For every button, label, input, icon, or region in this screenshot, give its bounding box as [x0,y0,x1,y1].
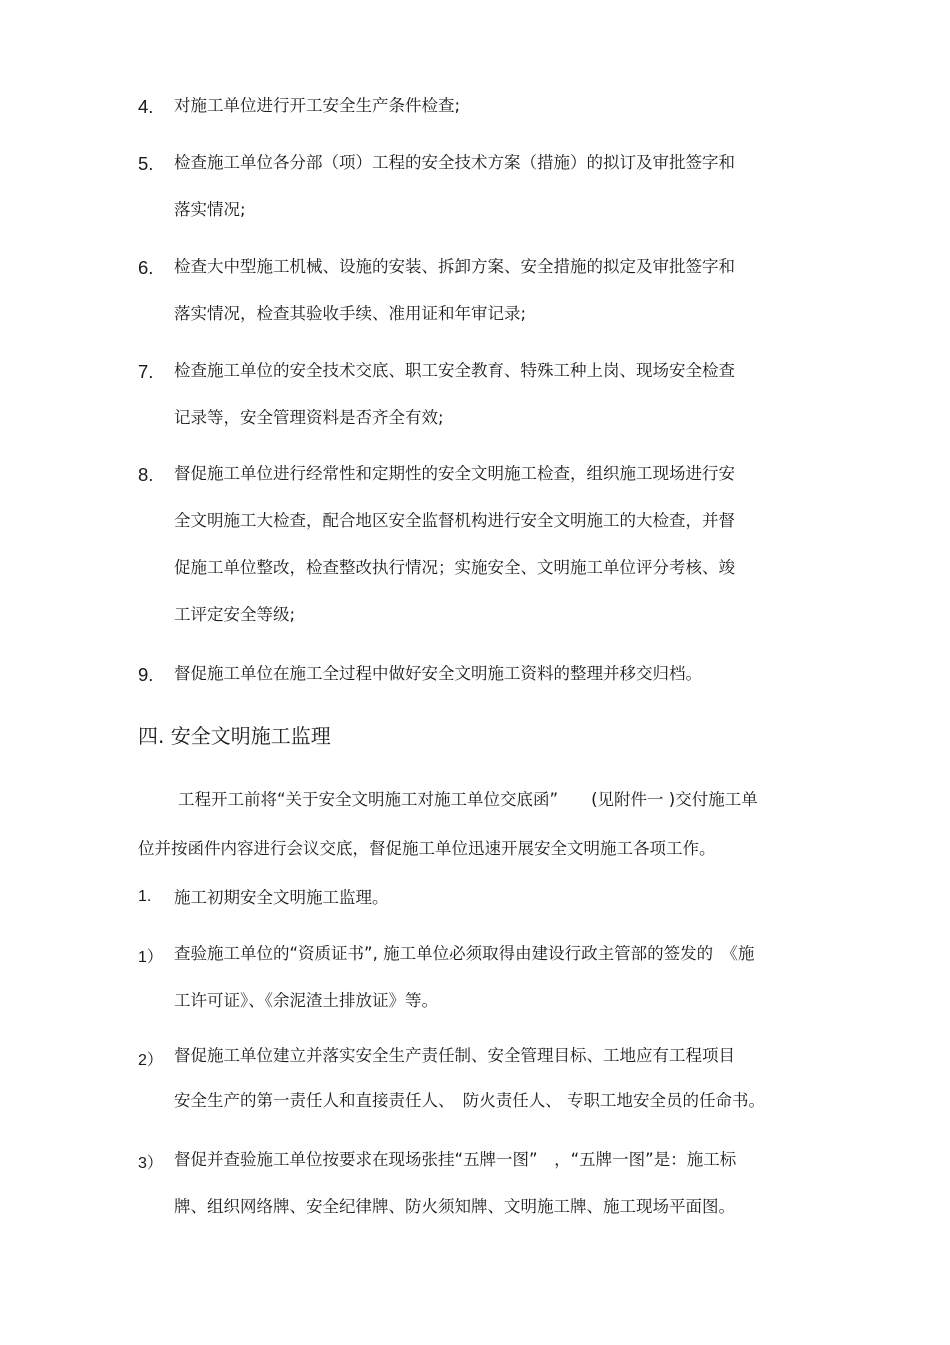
item-line: 落实情况，检查其验收手续、准用证和年审记录; [174,304,527,323]
paragraph-line: 工程开工前将“关于安全文明施工对施工单位交底函” (见附件一 )交付施工单 [178,790,758,809]
list-item [138,96,838,129]
list-item [138,664,838,697]
item-line: 促施工单位整改，检查整改执行情况；实施安全、文明施工单位评分考核、竣 [174,558,735,577]
item-number: 6. [138,257,154,278]
item-line: 落实情况; [174,200,246,219]
item-number: 3） [138,1155,163,1172]
item-line: 督促施工单位进行经常性和定期性的安全文明施工检查，组织施工现场进行安 [174,464,735,483]
item-line: 督促并查验施工单位按要求在现场张挂“五牌一图” ，“五牌一图”是：施工标 [174,1150,737,1169]
item-line: 查验施工单位的“资质证书”, 施工单位必须取得由建设行政主管部的签发的 《施 [174,944,755,963]
item-line: 工许可证》、《余泥渣土排放证》等。 [174,991,438,1010]
item-number: 7. [138,361,154,382]
list-item [138,1150,838,1230]
item-line: 记录等，安全管理资料是否齐全有效; [174,408,444,427]
item-line: 督促施工单位在施工全过程中做好安全文明施工资料的整理并移交归档。 [174,664,702,683]
item-number: 2） [138,1052,163,1069]
list-item [138,153,838,233]
item-line: 检查施工单位的安全技术交底、职工安全教育、特殊工种上岗、现场安全检查 [174,361,735,380]
item-line: 安全生产的第一责任人和直接责任人、 防火责任人、 专职工地安全员的任命书。 [174,1091,765,1110]
list-item [138,257,838,337]
item-line: 对施工单位进行开工安全生产条件检查; [174,96,461,115]
item-line: 检查施工单位各分部（项）工程的安全技术方案（措施）的拟订及审批签字和 [174,153,735,172]
item-line: 施工初期安全文明施工监理。 [174,888,389,907]
list-item [138,361,838,441]
list-item [138,1047,838,1123]
item-line: 督促施工单位建立并落实安全生产责任制、安全管理目标、工地应有工程项目 [174,1046,735,1065]
list-item [138,944,838,1024]
paragraph-line: 位并按函件内容进行会议交底，督促施工单位迅速开展安全文明施工各项工作。 [138,839,716,858]
item-line: 牌、组织网络牌、安全纪律牌、防火须知牌、文明施工牌、施工现场平面图。 [174,1197,735,1216]
section-heading: 四. 安全文明施工监理 [138,724,331,748]
item-number: 1. [138,888,152,905]
item-line: 检查大中型施工机械、设施的安装、拆卸方案、安全措施的拟定及审批签字和 [174,257,735,276]
item-number: 4. [138,96,154,117]
item-line: 全文明施工大检查，配合地区安全监督机构进行安全文明施工的大检查，并督 [174,511,735,530]
item-number: 1） [138,949,163,966]
intro-paragraph [138,775,838,873]
item-number: 9. [138,664,154,685]
item-number: 8. [138,464,154,485]
list-item [138,464,838,638]
item-number: 5. [138,153,154,174]
list-item [138,888,838,921]
item-line: 工评定安全等级; [174,605,296,624]
